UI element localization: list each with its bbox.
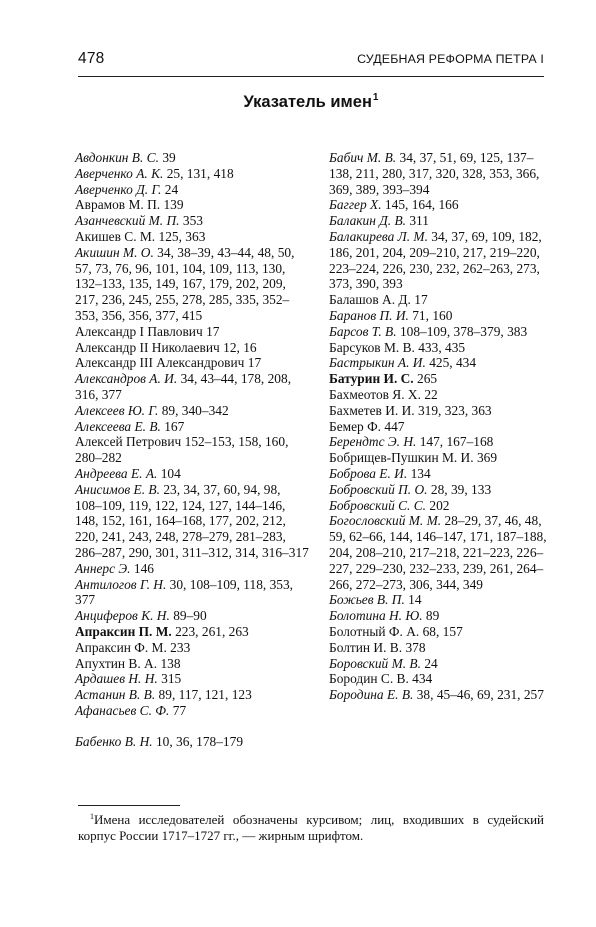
index-entry-name: Аврамов М. П. — [75, 197, 161, 213]
index-entry — [75, 150, 309, 166]
index-entry-pages: 138 — [160, 655, 181, 671]
index-entry-name: Боброва Е. И. — [329, 465, 408, 481]
index-entry-name: Болотина Н. Ю. — [329, 608, 423, 624]
index-entry — [75, 166, 309, 182]
index-entry — [329, 466, 551, 482]
index-entry-name: Алексей Петрович — [75, 434, 182, 450]
index-entry-name: Бастрыкин А. И. — [329, 355, 426, 371]
index-entry — [75, 403, 309, 419]
footnote-text: Имена исследователей обозначены курсивом; лиц, входивших в судейский корпус России 1717–1727 гг., — жирным шрифтом. — [78, 812, 544, 843]
index-entry-pages: 30, 108–109, 118, 353, 377 — [75, 576, 294, 608]
index-entry-name: Болтин И. В. — [329, 639, 403, 655]
index-entry-name: Баггер Х. — [329, 197, 382, 213]
index-entry — [75, 340, 309, 356]
index-entry-name: Батурин И. С. — [329, 371, 414, 387]
index-entry-name: Анциферов К. Н. — [75, 608, 170, 624]
index-entry-name: Анисимов Е. В. — [75, 481, 160, 497]
index-entry-pages: 68, 157 — [422, 623, 463, 639]
index-entry-pages: 17 — [206, 323, 220, 339]
index-entry — [329, 671, 551, 687]
index-entry-pages: 89, 340–342 — [161, 402, 229, 418]
index-entry-name: Астанин В. В. — [75, 687, 156, 703]
index-entry — [329, 640, 551, 656]
index-entry — [329, 371, 551, 387]
index-entry — [75, 577, 309, 609]
index-entry-pages: 265 — [417, 371, 438, 387]
index-entry-pages: 17 — [414, 292, 428, 308]
index-entry-pages: 146 — [133, 560, 154, 576]
index-entry-name: Барсов Т. В. — [329, 323, 397, 339]
index-entry-pages: 378 — [405, 639, 426, 655]
index-entry — [329, 624, 551, 640]
index-entry — [329, 434, 551, 450]
index-entry-name: Александр III Александрович — [75, 355, 245, 371]
index-entry — [329, 355, 551, 371]
index-entry-pages: 77 — [172, 702, 187, 718]
index-entry-name: Балакин Д. В. — [329, 213, 406, 229]
index-entry-pages: 34, 37, 51, 69, 125, 137–138, 211, 280, 317, 320, 328, 353, 366, 369, 389, 393–394 — [329, 150, 540, 197]
index-entry — [75, 229, 309, 245]
index-entry-name: Бахметев И. И. — [329, 402, 415, 418]
index-entry-name: Алексеев Ю. Г. — [75, 402, 159, 418]
index-title — [78, 92, 544, 112]
index-entry-name: Акишев С. М. — [75, 228, 156, 244]
index-entry — [329, 656, 551, 672]
index-entry-pages: 34, 37, 69, 109, 182, 186, 201, 204, 209–210, 217, 219–220, 223–224, 226, 230, 232, 262–263, 273, 373, 390, 393 — [329, 228, 542, 292]
index-entry-pages: 315 — [161, 671, 182, 687]
index-entry-pages: 139 — [163, 197, 184, 213]
index-entry-name: Боровский М. В. — [329, 655, 421, 671]
index-entry — [329, 324, 551, 340]
index-entry — [75, 466, 309, 482]
index-entry — [75, 703, 309, 719]
index-entry-name: Бобрищев-Пушкин М. И. — [329, 450, 474, 466]
index-entry-pages: 147, 167–168 — [419, 434, 494, 450]
index-entry-name: Апраксин Ф. М. — [75, 639, 167, 655]
index-entry — [329, 308, 551, 324]
index-entry — [75, 624, 309, 640]
footnote-number: 1 — [90, 812, 94, 821]
index-entry — [75, 371, 309, 403]
index-entry-name: Бородина Е. В. — [329, 687, 414, 703]
page-number: 478 — [78, 50, 105, 67]
index-entry-pages: 152–153, 158, 160, 280–282 — [75, 434, 289, 466]
index-entry — [75, 419, 309, 435]
index-entry — [75, 324, 309, 340]
index-entry — [75, 608, 309, 624]
index-entry-name: Бобровский П. О. — [329, 481, 428, 497]
index-entry-name: Ардашев Н. Н. — [75, 671, 158, 687]
index-entry-pages: 108–109, 378–379, 383 — [399, 323, 528, 339]
index-entry-pages: 34, 43–44, 178, 208, 316, 377 — [75, 371, 292, 402]
index-entry-name: Андреева Е. А. — [75, 465, 158, 481]
index-entry — [329, 150, 551, 197]
index-entry-pages: 311 — [409, 213, 429, 229]
index-entry — [329, 482, 551, 498]
index-entry — [329, 292, 551, 308]
index-entry-name: Азанчевский М. П. — [75, 213, 180, 229]
index-entry-pages: 425, 434 — [429, 355, 477, 371]
index-entry — [75, 734, 309, 750]
index-entry — [75, 182, 309, 198]
index-entry-name: Алексеева Е. В. — [75, 418, 161, 434]
index-entry-name: Бородин С. В. — [329, 671, 409, 687]
index-entry — [329, 687, 551, 703]
index-entry-name: Авдонкин В. С. — [75, 150, 159, 165]
index-entry — [75, 561, 309, 577]
index-entry-pages: 28, 39, 133 — [430, 481, 492, 497]
index-entry — [329, 197, 551, 213]
index-entry — [75, 355, 309, 371]
index-entry — [75, 687, 309, 703]
index-entry — [329, 403, 551, 419]
index-title-text: Указатель имен — [243, 93, 372, 111]
footnote — [78, 809, 544, 844]
index-entry-pages: 28–29, 37, 46, 48, 59, 62–66, 144, 146–147, 171, 187–188, 204, 208–210, 217–218, 221–223, 226–227, 229–230, 232–233, 239, 261, 264–266, 272–273, 306, 344, 349 — [329, 513, 547, 592]
index-entry-name: Александр II Николаевич — [75, 339, 220, 355]
index-entry-name: Бемер Ф. — [329, 418, 382, 434]
index-entry-name: Бахмеотов Я. Х. — [329, 386, 421, 402]
index-entry-name: Аннерс Э. — [75, 560, 131, 576]
index-entry — [329, 213, 551, 229]
index-entry-name: Богословский М. М. — [329, 513, 442, 529]
page-header — [78, 50, 544, 77]
index-entry-name: Бобровский С. С. — [329, 497, 427, 513]
index-entry — [75, 245, 309, 324]
index-entry-pages: 145, 164, 166 — [384, 197, 459, 213]
index-entry — [329, 608, 551, 624]
index-entry-name: Балашов А. Д. — [329, 292, 411, 308]
index-entry — [75, 197, 309, 213]
index-entry-pages: 23, 34, 37, 60, 94, 98, 108–109, 119, 122, 124, 127, 144–146, 148, 152, 161, 164–168, 177, 202, 212, 220, 241, 243, 248, 278–279, 281–283, 286–287, 290, 301, 311–312, 314, 316–317 — [75, 481, 309, 560]
index-entry-pages: 89, 117, 121, 123 — [158, 687, 252, 703]
index-entry-pages: 125, 363 — [158, 228, 206, 244]
index-entry — [329, 592, 551, 608]
index-entry-pages: 89–90 — [173, 608, 207, 624]
index-entry-pages: 223, 261, 263 — [175, 623, 249, 639]
index-entry-name: Акишин М. О. — [75, 244, 154, 260]
index-entry-pages: 12, 16 — [223, 339, 257, 355]
index-entry-pages: 14 — [408, 592, 422, 608]
index-entry-pages: 38, 45–46, 69, 231, 257 — [416, 687, 544, 703]
index-entry-name: Барсуков М. В. — [329, 339, 415, 355]
index-entry-name: Балакирева Л. М. — [329, 228, 428, 244]
index-entry — [75, 434, 309, 466]
footnote-marker: 1 — [372, 92, 379, 103]
running-head: СУДЕБНАЯ РЕФОРМА ПЕТРА I — [357, 52, 544, 66]
index-entry-pages: 319, 323, 363 — [417, 402, 492, 418]
index-entry-pages: 369 — [476, 450, 498, 466]
index-entry-name: Антилогов Г. Н. — [75, 576, 167, 592]
index-entry — [75, 656, 309, 672]
index-entry-pages: 447 — [384, 418, 405, 434]
index-entry — [329, 387, 551, 403]
index-entry-pages: 233 — [170, 639, 191, 655]
index-entry-name: Баранов П. И. — [329, 307, 409, 323]
index-entry-pages: 22 — [424, 386, 438, 402]
index-entry — [329, 229, 551, 292]
index-entry-pages: 353 — [182, 213, 203, 229]
index-entry-pages: 104 — [160, 465, 181, 481]
index-entry-pages: 167 — [164, 418, 185, 434]
index-entry — [329, 498, 551, 514]
index-entry-pages: 24 — [164, 181, 179, 197]
index-entry-pages: 39 — [162, 150, 176, 165]
index-entry-name: Божьев В. П. — [329, 592, 405, 608]
index-entry-pages: 25, 131, 418 — [166, 165, 234, 181]
index-entry-name: Аверченко Д. Г. — [75, 181, 162, 197]
index-entry-name: Александров А. И. — [75, 371, 178, 387]
index-entry — [329, 340, 551, 356]
index-entry-name: Болотный Ф. А. — [329, 623, 420, 639]
index-entry — [329, 419, 551, 435]
index-entry-pages: 202 — [429, 497, 450, 513]
index-entry-name: Бабенко В. Н. — [75, 734, 153, 750]
index-entry-pages: 10, 36, 178–179 — [155, 734, 244, 750]
footnote-divider — [78, 805, 180, 806]
index-entry — [75, 213, 309, 229]
index-entry-pages: 17 — [247, 355, 262, 371]
index-entry — [329, 450, 551, 466]
index-entry — [75, 482, 309, 561]
index-entry-name: Аверченко А. К. — [75, 165, 164, 181]
index-entry-pages: 134 — [410, 465, 431, 481]
index-entry-pages: 24 — [424, 655, 438, 671]
index-entry-name: Афанасьев С. Ф. — [75, 702, 170, 718]
index-entry-pages: 433, 435 — [418, 339, 466, 355]
index-entry-name: Берендтс Э. Н. — [329, 434, 417, 450]
index-entry-name: Александр I Павлович — [75, 323, 203, 339]
index-entry — [75, 640, 309, 656]
index-entry-name: Апухтин В. А. — [75, 655, 158, 671]
index-entry-pages: 434 — [412, 671, 433, 687]
index-entry-pages: 34, 38–39, 43–44, 48, 50, 57, 73, 76, 96, 101, 104, 109, 113, 130, 132–133, 135, 149, 167, 179, 202, 209, 217, 236, 245, 255, 278, 285, 335, 352–353, 356, 356, 377, 415 — [75, 244, 295, 323]
index-entry — [75, 671, 309, 687]
index-entry-pages: 89 — [425, 608, 440, 624]
index-entry-name: Апраксин П. М. — [75, 623, 172, 639]
index-column-left — [75, 150, 309, 750]
index-entry-name: Бабич М. В. — [329, 150, 397, 165]
index-column-right — [329, 150, 551, 703]
index-entry-pages: 71, 160 — [412, 307, 453, 323]
index-entry — [329, 513, 551, 592]
